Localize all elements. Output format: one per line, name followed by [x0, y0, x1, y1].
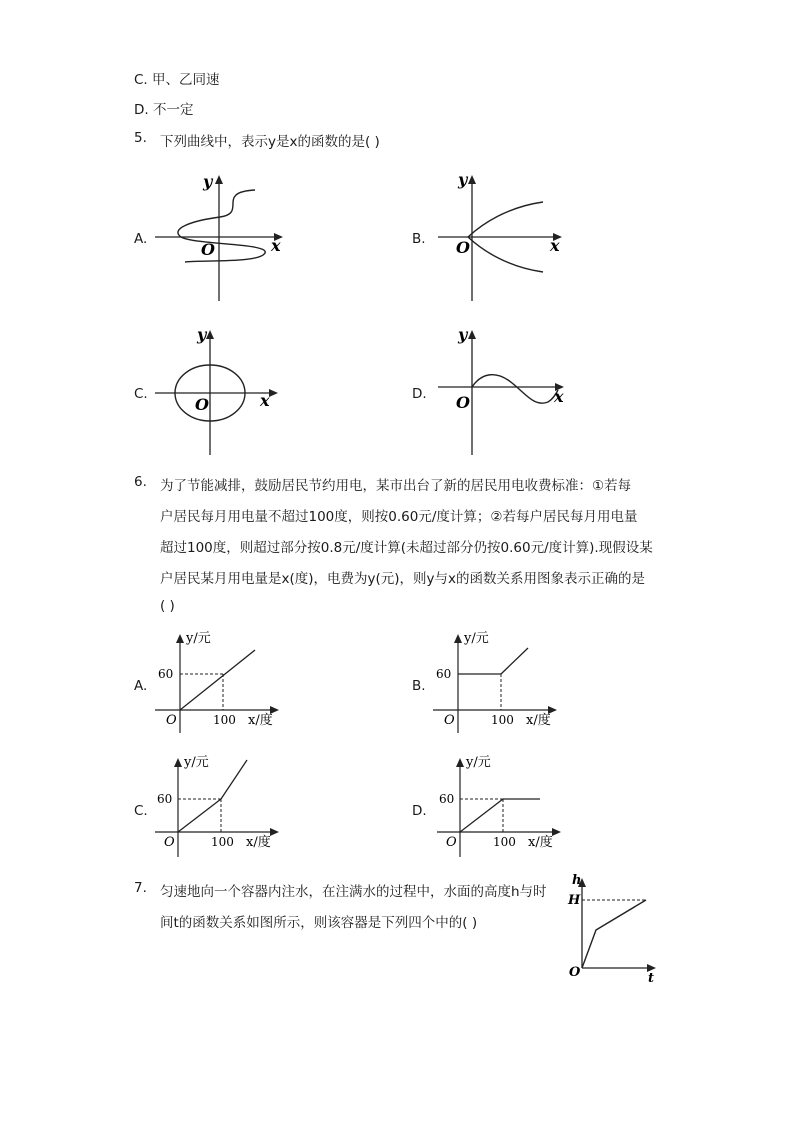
y-tick-label: 60 [158, 667, 174, 681]
q6-option-d-label: D. [412, 803, 427, 819]
q6-graph-b [428, 628, 563, 738]
h-axis-label: h [572, 873, 582, 888]
question-6-line-3: 超过100度，则超过部分按0.8元/度计算(未超过部分仍按0.60元/度计算).现假设某 [160, 540, 653, 556]
question-7-line-1: 匀速地向一个容器内注水，在注满水的过程中，水面的高度h与时 [160, 884, 547, 900]
q5-option-d-label: D. [412, 386, 427, 402]
q5-option-a-label: A. [134, 231, 148, 247]
x-axis-label: x [260, 391, 270, 410]
question-6-line-2: 户居民每月用电量不超过100度，则按0.60元/度计算；②若每户居民每月用电量 [160, 509, 638, 525]
q7-graph [562, 870, 667, 986]
x-axis-label: x/度 [528, 835, 553, 850]
origin-label: O [456, 238, 470, 257]
y-axis-label: y [458, 325, 468, 344]
wave-curve [472, 375, 558, 404]
q6-graph-a [150, 628, 285, 738]
q6-option-a-label: A. [134, 678, 148, 694]
x-arrow-icon [270, 828, 279, 836]
question-6-number: 6. [134, 474, 147, 490]
function-line [180, 650, 255, 710]
x-tick-label: 100 [491, 713, 514, 727]
question-6-line-4: 户居民某月用电量是x(度)，电费为y(元)，则y与x的函数关系用图象表示正确的是 [160, 571, 646, 587]
question-5-stem: 下列曲线中，表示y是x的函数的是( ) [160, 134, 380, 150]
y-tick-label: 60 [157, 792, 173, 806]
question-6-line-1: 为了节能减排，鼓励居民节约用电，某市出台了新的居民用电收费标准：①若每 [160, 478, 632, 494]
x-tick-label: 100 [211, 835, 234, 849]
y-arrow-icon [174, 758, 182, 767]
y-axis-label: y [203, 172, 213, 191]
y-axis-label: y/元 [186, 631, 211, 646]
question-7-number: 7. [134, 880, 147, 896]
y-axis-label: y [458, 170, 468, 189]
x-tick-label: 100 [493, 835, 516, 849]
q5-option-c-label: C. [134, 386, 148, 402]
x-axis-label: x/度 [526, 713, 551, 728]
H-label: H [568, 893, 581, 908]
question-5-number: 5. [134, 130, 147, 146]
first-segment [460, 799, 503, 832]
origin-label: O [195, 395, 209, 414]
question-7-line-2: 间t的函数关系如图所示，则该容器是下列四个中的( ) [160, 915, 478, 931]
origin-label: O [201, 240, 215, 259]
origin-label: O [446, 835, 457, 850]
option-c-text: C. 甲、乙同速 [134, 72, 220, 88]
y-arrow-icon [206, 330, 214, 339]
x-axis-label: x/度 [246, 835, 271, 850]
rising-segment [501, 648, 528, 674]
y-arrow-icon [468, 330, 476, 339]
y-axis-label: y [197, 325, 207, 344]
y-tick-label: 60 [439, 792, 455, 806]
y-arrow-icon [176, 634, 184, 643]
x-axis-label: x [554, 387, 564, 406]
origin-label: O [444, 713, 455, 728]
x-arrow-icon [552, 828, 561, 836]
first-segment [178, 799, 221, 832]
y-arrow-icon [468, 175, 476, 184]
y-axis-label: y/元 [184, 755, 209, 770]
steep-segment [221, 760, 247, 799]
q5-option-b-label: B. [412, 231, 426, 247]
q6-graph-d [432, 752, 567, 862]
q5-graph-d [438, 320, 573, 460]
origin-label: O [569, 965, 581, 980]
y-axis-label: y/元 [466, 755, 491, 770]
y-axis-label: y/元 [464, 631, 489, 646]
x-axis-label: x/度 [248, 713, 273, 728]
height-curve [582, 900, 646, 968]
curve [178, 190, 265, 262]
y-tick-label: 60 [436, 667, 452, 681]
origin-label: O [164, 835, 175, 850]
origin-label: O [456, 393, 470, 412]
q6-option-c-label: C. [134, 803, 148, 819]
q5-graph-c [155, 320, 290, 460]
q6-graph-c [150, 752, 285, 862]
q5-graph-b [438, 165, 573, 305]
q6-option-b-label: B. [412, 678, 426, 694]
x-arrow-icon [269, 389, 278, 397]
q5-graph-a [155, 165, 290, 305]
x-axis-label: x [550, 236, 560, 255]
y-arrow-icon [454, 634, 462, 643]
question-6-line-5: ( ) [160, 598, 175, 614]
x-axis-label: x [271, 236, 281, 255]
y-arrow-icon [456, 758, 464, 767]
option-d-text: D. 不一定 [134, 102, 194, 118]
origin-label: O [166, 713, 177, 728]
x-tick-label: 100 [213, 713, 236, 727]
t-axis-label: t [648, 971, 655, 986]
y-arrow-icon [215, 175, 223, 184]
